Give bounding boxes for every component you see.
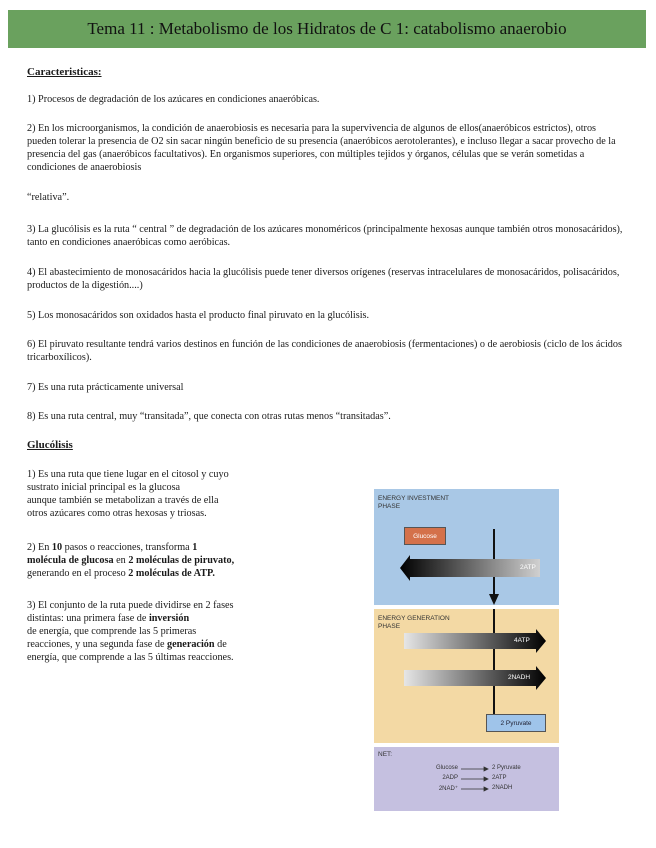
net-right-1: 2 Pyruvate — [492, 765, 521, 771]
item-4: 4) El abastecimiento de monosacáridos hacia la glucólisis puede tener diversos orígenes (reservas intracelulares de monosacáridos, polisacáridos, productos de la digestión....) — [27, 267, 620, 291]
glucolisis-p1: 1) Es una ruta que tiene lugar en el citosol y cuyo sustrato inicial principal es la glucosa aunque también se metabolizan a través de ella otros azúcares como otras hexosas y triosas. — [27, 469, 229, 519]
atp-in-label: 2ATP — [520, 564, 536, 571]
net-right-3: 2NADH — [492, 785, 513, 791]
glucolisis-p2: 2) En 10 pasos o reacciones, transforma 1 molécula de glucosa en 2 moléculas de piruvato, generando en el proceso 2 moléculas de ATP. — [27, 542, 235, 579]
glucose-box: Glucose — [404, 527, 446, 545]
net-title: NET: — [378, 751, 393, 758]
investment-title: ENERGY INVESTMENT PHASE — [378, 495, 450, 510]
investment-panel — [374, 489, 559, 605]
item-2: 2) En los microorganismos, la condición de anaerobiosis es necesaria para la supervivencia de algunos de ellos(anaeróbicos estrictos), otros pueden tolerar la presencia de O2 sin sacar ningún beneficio de su presencia (anaeróbicos aerotolerantes), e incluso llegar a sacar provecho de la presencia del gas (anaeróbicos facultativos). En organismos superiores, con múltiples tejidos y órganos, células que se verán sometidas a condiciones de anaerobiosis — [27, 123, 616, 173]
item-3: 3) La glucólisis es la ruta “ central ” de degradación de los azúcares monoméricos (principalmente hexosas aunque también otros monosacáridos), tanto en condiciones anaeróbicas como aeróbicas. — [27, 224, 623, 248]
page-title: Tema 11 : Metabolismo de los Hidratos de C 1: catabolismo anaerobio — [87, 19, 567, 38]
generation-title: ENERGY GENERATION PHASE — [378, 615, 450, 630]
item-5: 5) Los monosacáridos son oxidados hasta el producto final piruvato en la glucólisis. — [27, 310, 370, 321]
net-panel — [374, 747, 559, 811]
item-6: 6) El piruvato resultante tendrá varios destinos en función de las condiciones de anaerobiosis (fermentaciones) o de aerobiosis (ciclo de los ácidos tricarboxílicos). — [27, 339, 622, 363]
glycolysis-figure — [374, 489, 559, 811]
item-2-cont: “relativa”. — [27, 192, 70, 203]
net-right-2: 2ATP — [492, 775, 507, 781]
atp-out-label: 4ATP — [514, 637, 530, 644]
net-left-2: 2ADP — [442, 775, 458, 781]
item-7: 7) Es una ruta prácticamente universal — [27, 382, 184, 393]
investment-arrows — [374, 489, 559, 605]
glucolisis-p3: 3) El conjunto de la ruta puede dividirse en 2 fases distintas: una primera fase de inversión de energía, que comprende las 5 primeras reacciones, y una segunda fase de generación de energía, que comprende a las 5 últimas reacciones. — [27, 600, 234, 663]
net-arrows — [374, 747, 559, 811]
glucolisis-heading: Glucólisis — [27, 439, 73, 451]
flow-arrowhead — [489, 594, 499, 605]
item-1: 1) Procesos de degradación de los azúcares en condiciones anaeróbicas. — [27, 94, 320, 105]
atp-in-arrow — [400, 555, 540, 581]
caracteristicas-heading: Caracteristicas: — [27, 66, 102, 78]
nadh-label: 2NADH — [508, 674, 531, 681]
net-left-3: 2NAD⁺ — [438, 786, 458, 792]
item-8: 8) Es una ruta central, muy “transitada”, que conecta con otras rutas menos “transitadas”. — [27, 411, 391, 422]
net-left-1: Glucose — [435, 765, 458, 771]
page-title-bar — [8, 10, 646, 48]
pyruvate-box: 2 Pyruvate — [486, 714, 546, 732]
